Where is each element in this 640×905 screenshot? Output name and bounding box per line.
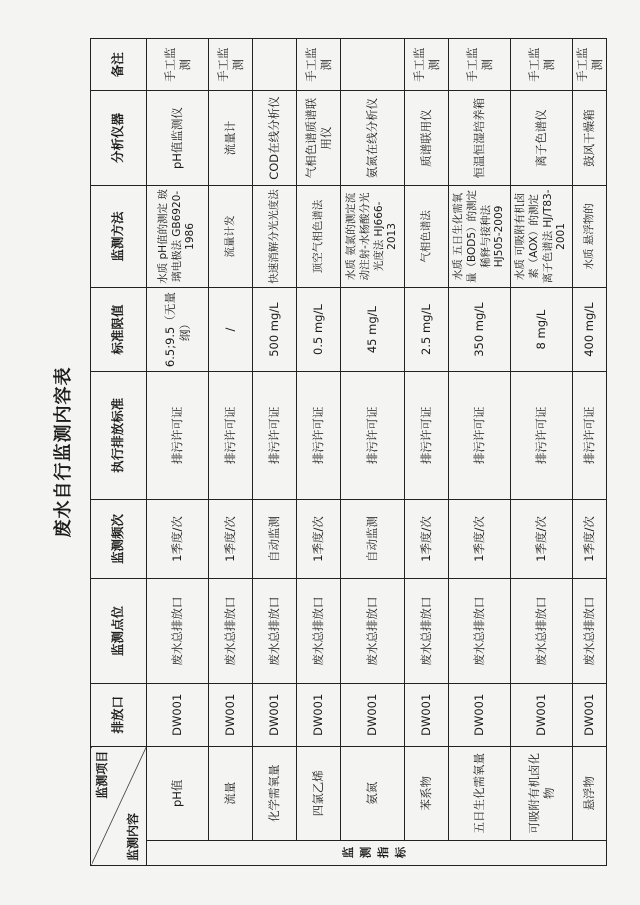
limit-cell: 8 mg/L xyxy=(511,288,573,372)
monitoring-item: 流量 xyxy=(209,746,253,840)
header-method: 监测方法 xyxy=(91,185,147,288)
monitoring-item: 化学需氧量 xyxy=(253,746,297,840)
remark-cell xyxy=(253,39,297,91)
limit-cell: 6.5;9.5（无量纲） xyxy=(147,288,209,372)
monitoring-point: 废水总排放口 xyxy=(147,579,209,684)
instrument-cell: 流量计 xyxy=(209,91,253,185)
monitoring-point: 废水总排放口 xyxy=(297,579,341,684)
table-row xyxy=(511,39,573,866)
method-cell: 气相色谱法 xyxy=(405,185,449,288)
outlet-cell: DW001 xyxy=(405,683,449,746)
monitoring-point: 废水总排放口 xyxy=(449,579,511,684)
remark-cell: 手工监测 xyxy=(573,39,607,91)
monitoring-table xyxy=(90,38,607,866)
remark-cell: 手工监测 xyxy=(511,39,573,91)
standard-cell: 排污许可证 xyxy=(511,371,573,499)
frequency-cell: 1季度/次 xyxy=(209,499,253,579)
monitoring-item: 苯系物 xyxy=(405,746,449,840)
table-row xyxy=(147,39,209,866)
remark-cell: 手工监测 xyxy=(297,39,341,91)
header-item: 监测项目 xyxy=(95,750,109,799)
outlet-cell: DW001 xyxy=(297,683,341,746)
instrument-cell: 恒温恒湿培养箱 xyxy=(449,91,511,185)
standard-cell: 排污许可证 xyxy=(573,371,607,499)
remark-cell xyxy=(341,39,405,91)
frequency-cell: 1季度/次 xyxy=(573,499,607,579)
standard-cell: 排污许可证 xyxy=(297,371,341,499)
standard-cell: 排污许可证 xyxy=(405,371,449,499)
header-outlet: 排放口 xyxy=(91,683,147,746)
standard-cell: 排污许可证 xyxy=(449,371,511,499)
frequency-cell: 自动监测 xyxy=(341,499,405,579)
limit-cell: 45 mg/L xyxy=(341,288,405,372)
table-row xyxy=(253,39,297,866)
table-row xyxy=(209,39,253,866)
outlet-cell: DW001 xyxy=(449,683,511,746)
table-row xyxy=(449,39,511,866)
monitoring-point: 废水总排放口 xyxy=(511,579,573,684)
monitoring-item: 可吸附有机卤化物 xyxy=(511,746,573,840)
header-limit: 标准限值 xyxy=(91,288,147,372)
remark-cell: 手工监测 xyxy=(449,39,511,91)
instrument-cell: 鼓风干燥箱 xyxy=(573,91,607,185)
page-title: 废水自行监测内容表 xyxy=(53,366,74,538)
monitoring-item: 五日生化需氧量 xyxy=(449,746,511,840)
outlet-cell: DW001 xyxy=(573,683,607,746)
outlet-cell: DW001 xyxy=(253,683,297,746)
header-standard: 执行排放标准 xyxy=(91,371,147,499)
monitoring-item: 悬浮物 xyxy=(573,746,607,840)
remark-cell: 手工监测 xyxy=(405,39,449,91)
limit-cell: 2.5 mg/L xyxy=(405,288,449,372)
remark-cell: 手工监测 xyxy=(209,39,253,91)
instrument-cell: COD在线分析仪 xyxy=(253,91,297,185)
method-cell: 水质 可吸附有机卤素（AOX）的测定 离子色谱法 HJ/T83-2001 xyxy=(511,185,573,288)
method-cell: 水质 悬浮物的 xyxy=(573,185,607,288)
method-cell: 水质 pH值的测定 玻璃电极法 GB6920-1986 xyxy=(147,185,209,288)
instrument-cell: pH值监测仪 xyxy=(147,91,209,185)
rotated-content xyxy=(40,32,604,872)
monitoring-point: 废水总排放口 xyxy=(209,579,253,684)
table-row xyxy=(573,39,607,866)
header-frequency: 监测频次 xyxy=(91,499,147,579)
frequency-cell: 1季度/次 xyxy=(147,499,209,579)
monitoring-point: 废水总排放口 xyxy=(405,579,449,684)
standard-cell: 排污许可证 xyxy=(253,371,297,499)
monitoring-point: 废水总排放口 xyxy=(341,579,405,684)
monitoring-item: 四氯乙烯 xyxy=(297,746,341,840)
method-cell: 水质 氨氮的测定流动注射-水杨酸分光光度法 HJ666-2013 xyxy=(341,185,405,288)
standard-cell: 排污许可证 xyxy=(147,371,209,499)
outlet-cell: DW001 xyxy=(341,683,405,746)
method-cell: 水质 五日生化需氧量（BOD5）的测定 稀释与接种法 HJ505-2009 xyxy=(449,185,511,288)
method-cell: 流量计发 xyxy=(209,185,253,288)
header-row xyxy=(91,39,147,866)
header-content: 监测内容 xyxy=(126,812,141,861)
header-remark: 备注 xyxy=(91,39,147,91)
frequency-cell: 1季度/次 xyxy=(511,499,573,579)
table-row xyxy=(341,39,405,866)
limit-cell: 500 mg/L xyxy=(253,288,297,372)
table-body xyxy=(147,39,607,866)
limit-cell: 400 mg/L xyxy=(573,288,607,372)
frequency-cell: 自动监测 xyxy=(253,499,297,579)
side-label: 监测指标 xyxy=(147,840,607,865)
instrument-cell: 质谱联用仪 xyxy=(405,91,449,185)
outlet-cell: DW001 xyxy=(209,683,253,746)
frequency-cell: 1季度/次 xyxy=(297,499,341,579)
monitoring-point: 废水总排放口 xyxy=(253,579,297,684)
header-point: 监测点位 xyxy=(91,579,147,684)
outlet-cell: DW001 xyxy=(511,683,573,746)
method-cell: 快速消解分光光度法 xyxy=(253,185,297,288)
header-instrument: 分析仪器 xyxy=(91,91,147,185)
frequency-cell: 1季度/次 xyxy=(405,499,449,579)
limit-cell: / xyxy=(209,288,253,372)
frequency-cell: 1季度/次 xyxy=(449,499,511,579)
table-row xyxy=(405,39,449,866)
remark-cell: 手工监测 xyxy=(147,39,209,91)
monitoring-item: pH值 xyxy=(147,746,209,840)
limit-cell: 0.5 mg/L xyxy=(297,288,341,372)
instrument-cell: 离子色谱仪 xyxy=(511,91,573,185)
limit-cell: 350 mg/L xyxy=(449,288,511,372)
outlet-cell: DW001 xyxy=(147,683,209,746)
standard-cell: 排污许可证 xyxy=(209,371,253,499)
monitoring-item: 氨氮 xyxy=(341,746,405,840)
monitoring-point: 废水总排放口 xyxy=(573,579,607,684)
instrument-cell: 氨氮在线分析仪 xyxy=(341,91,405,185)
standard-cell: 排污许可证 xyxy=(341,371,405,499)
instrument-cell: 气相色谱质谱联用仪 xyxy=(297,91,341,185)
header-item-content xyxy=(91,746,147,865)
method-cell: 顶空气相色谱法 xyxy=(297,185,341,288)
table-row xyxy=(297,39,341,866)
